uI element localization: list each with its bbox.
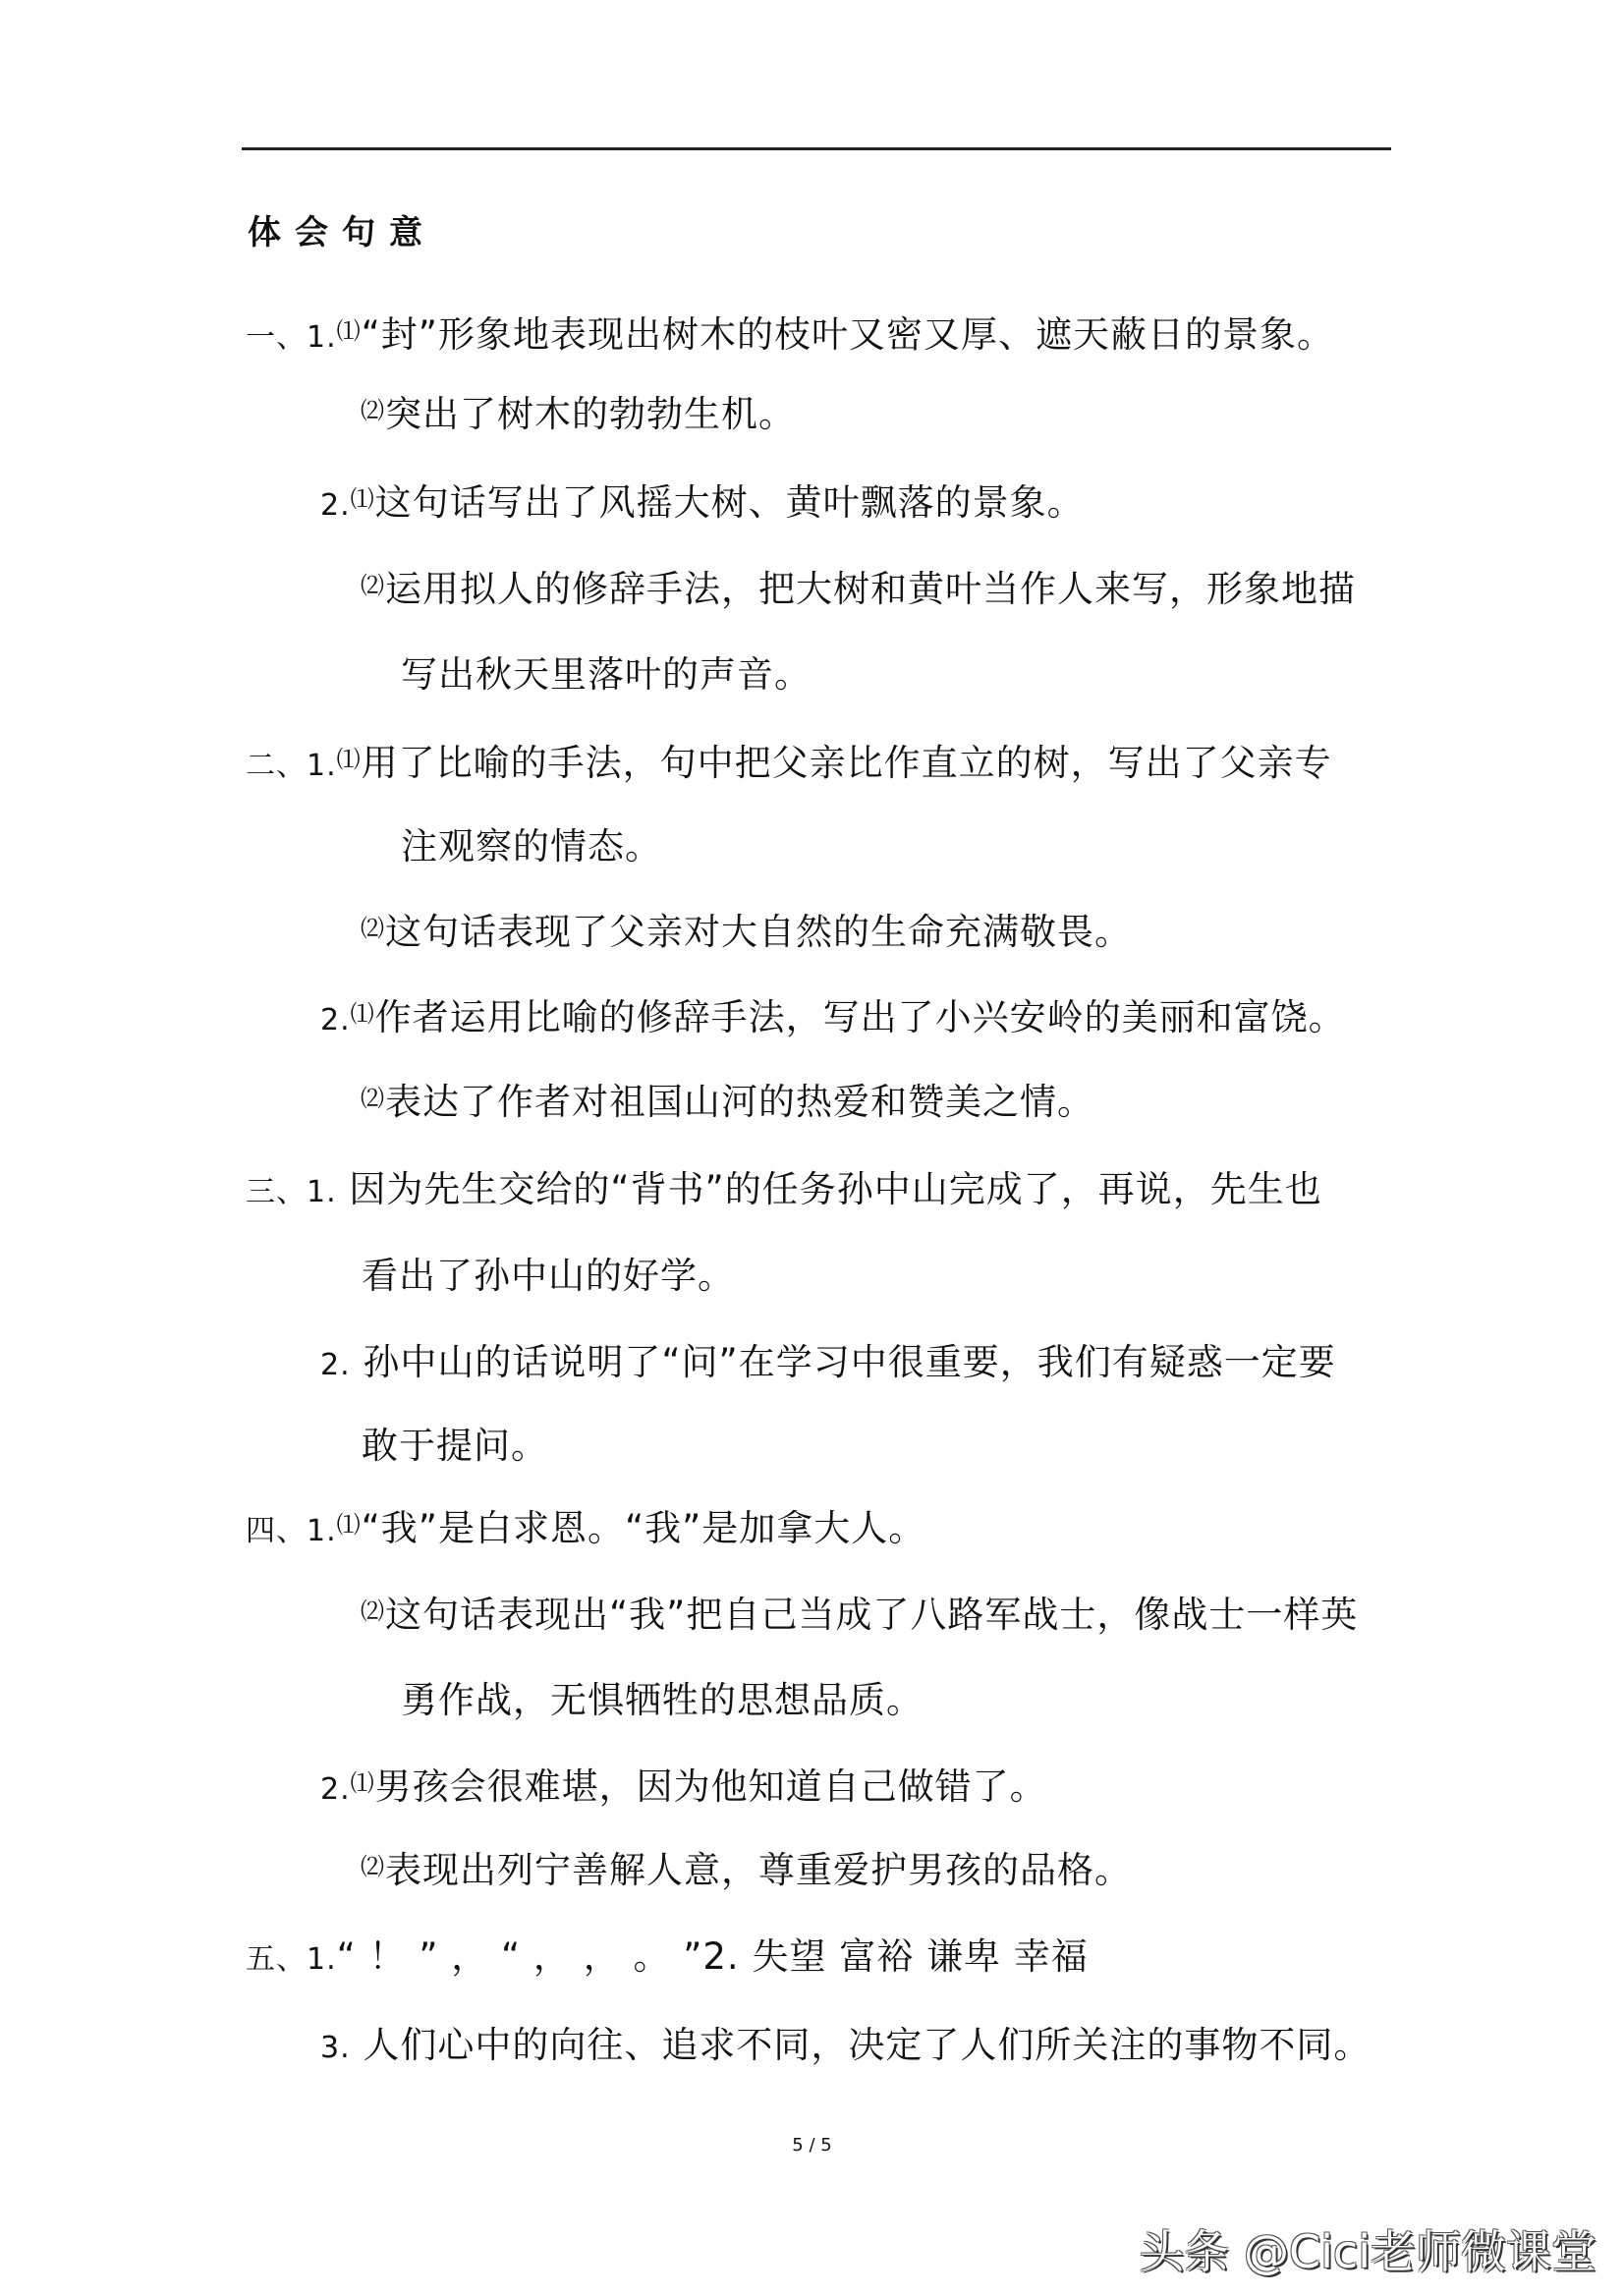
sub-item-marker: ⑵ (361, 397, 385, 424)
item-marker: 二、1. (246, 749, 337, 783)
answer-line (246, 306, 1334, 364)
section-title: 体会句意 (248, 213, 436, 252)
answer-line (320, 1333, 1336, 1391)
answer-line (361, 385, 796, 443)
answer-text: 注观察的情态。 (401, 825, 662, 868)
item-marker: 3. (320, 2031, 351, 2065)
watermark: 头条 @Cici老师微课堂 (1139, 2225, 1596, 2278)
answer-text: 表达了作者对祖国山河的热爱和赞美之情。 (385, 1081, 1094, 1123)
answer-text: 这句话表现了父亲对大自然的生命充满敬畏。 (385, 911, 1132, 953)
sub-item-marker: ⑴ (350, 1769, 375, 1797)
answer-line (401, 817, 662, 875)
answer-line (361, 1586, 1358, 1644)
sub-item-marker: ⑴ (336, 746, 362, 773)
item-marker: 2. (320, 1003, 351, 1037)
answer-line (320, 988, 1346, 1046)
sub-item-marker: ⑴ (336, 1511, 362, 1539)
item-marker: 2. (320, 488, 351, 523)
answer-line (320, 1758, 1047, 1816)
answer-line (401, 1671, 924, 1729)
sub-item-marker: ⑴ (336, 317, 362, 345)
answer-text: 用了比喻的手法，句中把父亲比作直立的树，写出了父亲专 (361, 742, 1332, 784)
answer-text: 这句话写出了风摇大树、黄叶飘落的景象。 (374, 481, 1085, 524)
answer-text: 写出秋天里落叶的声音。 (401, 653, 812, 696)
answer-line (246, 1499, 925, 1557)
answer-line (361, 560, 1356, 618)
answer-line (361, 1841, 1132, 1899)
sub-item-marker: ⑵ (361, 915, 385, 942)
sub-item-marker: ⑵ (361, 572, 385, 599)
answer-text: “封”形象地表现出树木的枝叶又密又厚、遮天蔽日的景象。 (361, 313, 1334, 356)
sub-item-marker: ⑵ (361, 1085, 385, 1112)
answer-text: 敢于提问。 (362, 1425, 548, 1467)
item-marker: 四、1. (246, 1514, 337, 1548)
sub-item-marker: ⑵ (361, 1597, 385, 1625)
answer-text: 看出了孙中山的好学。 (362, 1255, 735, 1297)
answer-text: 运用拟人的修辞手法，把大树和黄叶当作人来写，形象地描 (385, 568, 1356, 610)
answer-text: 作者运用比喻的修辞手法，写出了小兴安岭的美丽和富饶。 (374, 996, 1346, 1038)
answer-text: 这句话表现出“我”把自己当成了八路军战士，像战士一样英 (385, 1594, 1359, 1636)
sub-item-marker: ⑵ (361, 1853, 385, 1880)
sub-item-marker: ⑴ (350, 485, 375, 513)
item-marker: 五、1. (246, 1942, 337, 1977)
answer-line (361, 903, 1132, 961)
answer-line (401, 645, 812, 703)
answer-line (246, 734, 1332, 792)
answer-text: 孙中山的话说明了“问”在学习中很重要，我们有疑惑一定要 (350, 1341, 1336, 1383)
item-marker: 2. (320, 1348, 351, 1382)
answer-line (246, 1928, 1089, 1986)
item-marker: 三、1. (246, 1175, 337, 1209)
answer-text: 表现出列宁善解人意，尊重爱护男孩的品格。 (385, 1849, 1132, 1891)
answer-text: “我”是白求恩。“我”是加拿大人。 (361, 1507, 926, 1549)
page-number: 5 / 5 (792, 2135, 832, 2156)
answer-text: 勇作战，无惧牺牲的思想品质。 (401, 1679, 924, 1721)
answer-text: 人们心中的向往、追求不同，决定了人们所关注的事物不同。 (350, 2024, 1372, 2066)
item-marker: 2. (320, 1772, 351, 1807)
answer-line (320, 2016, 1371, 2074)
answer-line (362, 1417, 548, 1475)
answer-text: 因为先生交给的“背书”的任务孙中山完成了，再说，先生也 (336, 1168, 1322, 1210)
answer-line (361, 1073, 1094, 1131)
answer-text: “ ！ ” ， “ ， ， 。 ”2. 失望 富裕 谦卑 幸福 (336, 1935, 1089, 1978)
answer-line (362, 1247, 735, 1305)
header-rule (242, 147, 1391, 150)
answer-text: 男孩会很难堪，因为他知道自己做错了。 (374, 1765, 1047, 1808)
answer-line (320, 474, 1085, 532)
sub-item-marker: ⑴ (350, 1000, 375, 1028)
answer-text: 突出了树木的勃勃生机。 (385, 393, 796, 435)
answer-line (246, 1160, 1322, 1218)
item-marker: 一、1. (246, 320, 337, 355)
